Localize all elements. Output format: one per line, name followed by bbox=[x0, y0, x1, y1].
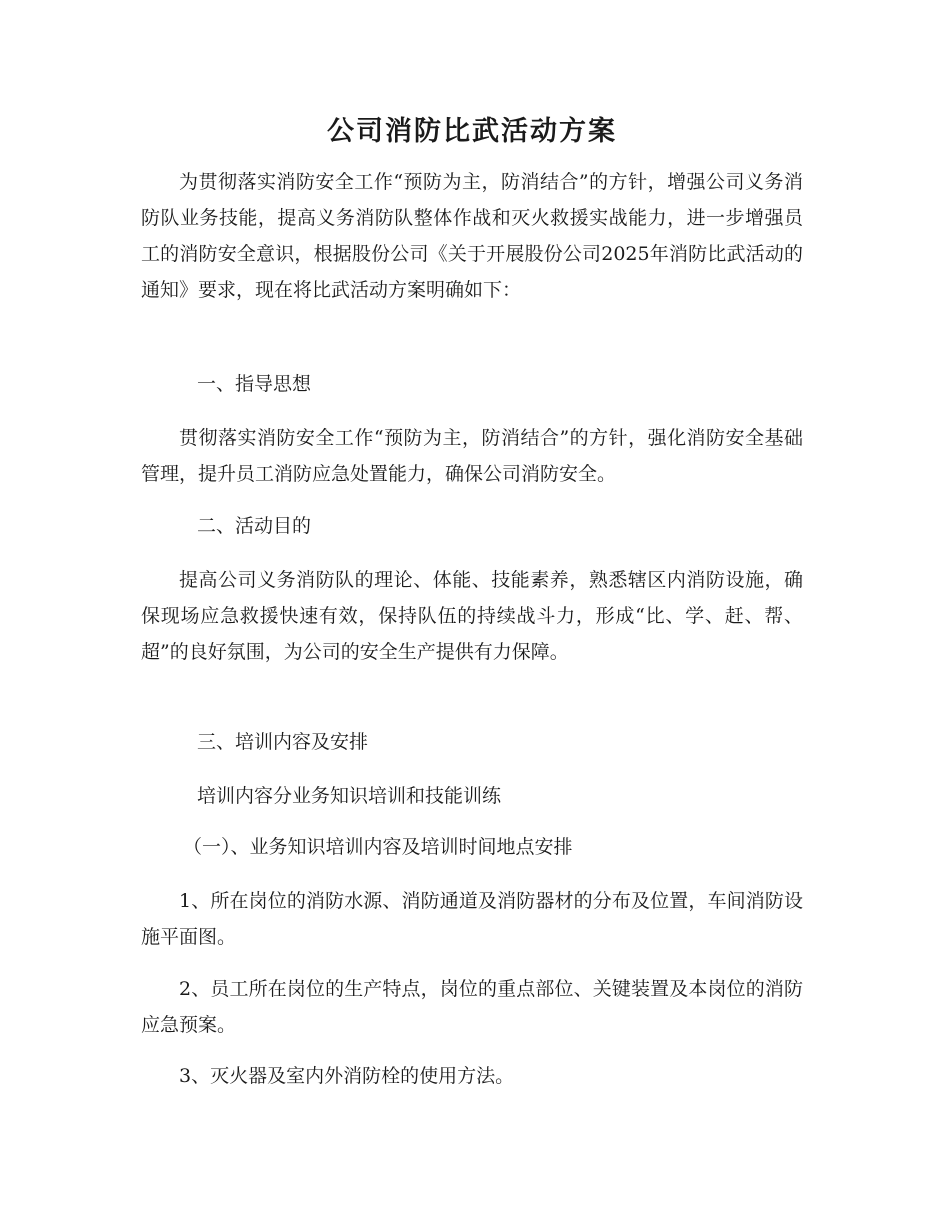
intro-paragraph: 为贯彻落实消防安全工作“预防为主，防消结合”的方针，增强公司义务消防队业务技能，提高义务消防队整体作战和灭火救援实战能力，进一步增强员工的消防安全意识，根据股份公司《关于开展股份公司2025年消防比武活动的通知》要求，现在将比武活动方案明确如下： bbox=[141, 171, 803, 301]
subsection-heading-knowledge-training: （一）、业务知识培训内容及培训时间地点安排 bbox=[183, 836, 573, 858]
section-heading-training-content: 三、培训内容及安排 bbox=[197, 731, 369, 753]
section-body-activity-purpose: 提高公司义务消防队的理论、体能、技能素养，熟悉辖区内消防设施，确保现场应急救援快速有效，保持队伍的持续战斗力，形成“比、学、赶、帮、超”的良好氛围，为公司的安全生产提供有力保障。 bbox=[141, 569, 803, 663]
section-heading-activity-purpose: 二、活动目的 bbox=[197, 515, 312, 537]
list-item: 3、灭火器及室内外消防栓的使用方法。 bbox=[179, 1065, 515, 1087]
list-item: 1、所在岗位的消防水源、消防通道及消防器材的分布及位置，车间消防设施平面图。 bbox=[141, 890, 803, 948]
section-body-training-content: 培训内容分业务知识培训和技能训练 bbox=[197, 785, 502, 807]
document-title: 公司消防比武活动方案 bbox=[327, 116, 617, 147]
section-body-guiding-ideology: 贯彻落实消防安全工作“预防为主，防消结合”的方针，强化消防安全基础管理，提升员工消防应急处置能力，确保公司消防安全。 bbox=[141, 427, 803, 485]
section-heading-guiding-ideology: 一、指导思想 bbox=[197, 373, 312, 395]
list-item: 2、员工所在岗位的生产特点，岗位的重点部位、关键装置及本岗位的消防应急预案。 bbox=[141, 978, 803, 1036]
